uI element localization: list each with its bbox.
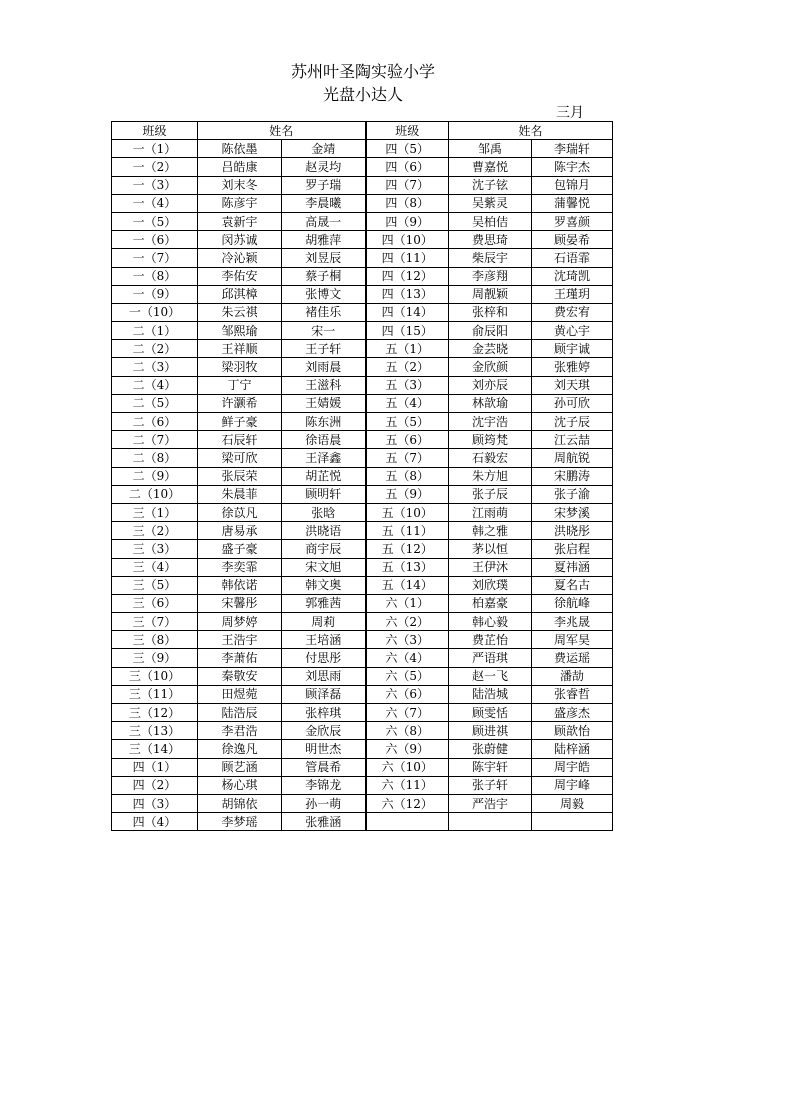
student-name-cell: 李佑安: [198, 267, 282, 285]
name-header: 姓名: [198, 122, 366, 140]
class-cell: 二（8）: [112, 449, 198, 467]
student-name-cell: 顾筠梵: [449, 431, 532, 449]
class-cell: 三（10）: [112, 667, 198, 685]
table-row: [112, 322, 613, 340]
student-name-cell: 陆浩辰: [198, 704, 282, 722]
table-row: [112, 558, 613, 576]
student-name-cell: 宋一: [282, 322, 366, 340]
student-name-cell: 周梦婷: [198, 613, 282, 631]
student-name-cell: 王婧媛: [282, 394, 366, 412]
table-row: [112, 231, 613, 249]
class-cell: 一（2）: [112, 158, 198, 176]
class-cell: 一（4）: [112, 194, 198, 212]
class-cell: 五（8）: [366, 467, 449, 485]
class-cell: 三（3）: [112, 540, 198, 558]
student-name-cell: 李萧佑: [198, 649, 282, 667]
student-name-cell: 刘雨晨: [282, 358, 366, 376]
student-name-cell: 张雅涵: [282, 813, 366, 831]
class-cell: 一（6）: [112, 231, 198, 249]
class-cell: 四（4）: [112, 813, 198, 831]
table-row: [112, 704, 613, 722]
student-name-cell: 盛子豪: [198, 540, 282, 558]
student-name-cell: 周宇皓: [532, 758, 613, 776]
student-name-cell: 宋梦溪: [532, 503, 613, 521]
class-cell: 三（7）: [112, 613, 198, 631]
class-cell: 五（5）: [366, 413, 449, 431]
student-name-cell: 张梓和: [449, 303, 532, 321]
class-cell: 五（2）: [366, 358, 449, 376]
student-name-cell: 朱云祺: [198, 303, 282, 321]
class-cell: 四（5）: [366, 140, 449, 158]
table-row: [112, 631, 613, 649]
table-row: [112, 194, 613, 212]
class-cell: 三（14）: [112, 740, 198, 758]
student-name-cell: 宋鹏涛: [532, 467, 613, 485]
class-cell: 五（1）: [366, 340, 449, 358]
student-name-cell: 费运瑶: [532, 649, 613, 667]
class-cell: 一（8）: [112, 267, 198, 285]
class-cell: 四（7）: [366, 176, 449, 194]
table-row: [112, 667, 613, 685]
student-name-cell: 沈子辰: [532, 413, 613, 431]
student-name-cell: 秦敬安: [198, 667, 282, 685]
student-name-cell: 石毅宏: [449, 449, 532, 467]
table-row: [112, 503, 613, 521]
student-name-cell: 王瑾玥: [532, 285, 613, 303]
student-name-cell: 朱晨菲: [198, 485, 282, 503]
student-name-cell: 张子辰: [449, 485, 532, 503]
class-cell: 三（12）: [112, 704, 198, 722]
student-name-cell: 韩文奥: [282, 576, 366, 594]
student-name-cell: 顾明轩: [282, 485, 366, 503]
student-name-cell: 杨心琪: [198, 776, 282, 794]
student-name-cell: 邹禹: [449, 140, 532, 158]
student-name-cell: 唐易承: [198, 522, 282, 540]
student-name-cell: 张启程: [532, 540, 613, 558]
student-name-cell: 张蔚健: [449, 740, 532, 758]
student-name-cell: 朱方旭: [449, 467, 532, 485]
class-cell: 四（6）: [366, 158, 449, 176]
table-row: [112, 394, 613, 412]
class-header: 班级: [366, 122, 449, 140]
student-name-cell: 张辰荣: [198, 467, 282, 485]
student-name-cell: 田煜菀: [198, 685, 282, 703]
student-name-cell: 江云喆: [532, 431, 613, 449]
student-name-cell: 顾进祺: [449, 722, 532, 740]
class-cell: 四（11）: [366, 249, 449, 267]
table-row: [112, 285, 613, 303]
student-name-cell: [449, 813, 532, 831]
student-name-cell: 丁宁: [198, 376, 282, 394]
student-name-cell: 褚佳乐: [282, 303, 366, 321]
student-name-cell: 胡芷悦: [282, 467, 366, 485]
student-name-cell: 孙一萌: [282, 794, 366, 812]
table-row: [112, 485, 613, 503]
student-name-cell: 顾雯恬: [449, 704, 532, 722]
table-header-row: [112, 122, 613, 140]
student-name-cell: 金欣颜: [449, 358, 532, 376]
student-name-cell: 石辰轩: [198, 431, 282, 449]
student-name-cell: 鲜子豪: [198, 413, 282, 431]
table-row: [112, 340, 613, 358]
class-cell: 五（10）: [366, 503, 449, 521]
class-cell: 六（3）: [366, 631, 449, 649]
student-name-cell: 严语琪: [449, 649, 532, 667]
class-cell: 五（3）: [366, 376, 449, 394]
student-name-cell: 邱淇樟: [198, 285, 282, 303]
class-cell: 五（9）: [366, 485, 449, 503]
class-cell: 三（13）: [112, 722, 198, 740]
student-name-cell: 吴柏佶: [449, 212, 532, 230]
student-name-cell: 费思琦: [449, 231, 532, 249]
table-row: [112, 540, 613, 558]
class-cell: 六（8）: [366, 722, 449, 740]
class-cell: 四（9）: [366, 212, 449, 230]
student-name-cell: 顾歆怡: [532, 722, 613, 740]
student-name-cell: 洪晓彤: [532, 522, 613, 540]
student-name-cell: 王培涵: [282, 631, 366, 649]
student-name-cell: 吴紫灵: [449, 194, 532, 212]
school-name: 苏州叶圣陶实验小学: [290, 62, 435, 81]
table-row: [112, 267, 613, 285]
student-name-cell: 王子轩: [282, 340, 366, 358]
class-cell: 五（4）: [366, 394, 449, 412]
table-row: [112, 522, 613, 540]
student-name-cell: 李君浩: [198, 722, 282, 740]
table-row: [112, 467, 613, 485]
table-row: [112, 776, 613, 794]
class-cell: 三（1）: [112, 503, 198, 521]
table-row: [112, 376, 613, 394]
student-name-cell: 沈宇浩: [449, 413, 532, 431]
class-cell: 三（11）: [112, 685, 198, 703]
student-name-cell: 陈东洲: [282, 413, 366, 431]
student-name-cell: 张子渝: [532, 485, 613, 503]
class-cell: 三（4）: [112, 558, 198, 576]
student-name-cell: 周军昊: [532, 631, 613, 649]
student-name-cell: 林歆瑜: [449, 394, 532, 412]
class-cell: 六（4）: [366, 649, 449, 667]
class-cell: 四（13）: [366, 285, 449, 303]
class-cell: 四（10）: [366, 231, 449, 249]
student-name-cell: 付思彤: [282, 649, 366, 667]
student-name-cell: 明世杰: [282, 740, 366, 758]
student-name-cell: 金芸晓: [449, 340, 532, 358]
table-row: [112, 249, 613, 267]
class-cell: 二（1）: [112, 322, 198, 340]
table-row: [112, 140, 613, 158]
class-cell: 三（9）: [112, 649, 198, 667]
student-name-cell: 王祥顺: [198, 340, 282, 358]
class-cell: 六（5）: [366, 667, 449, 685]
class-cell: 四（12）: [366, 267, 449, 285]
student-name-cell: 郭雅茜: [282, 594, 366, 612]
student-name-cell: 夏祎涵: [532, 558, 613, 576]
student-name-cell: 王浩宇: [198, 631, 282, 649]
student-name-cell: 李彦翔: [449, 267, 532, 285]
student-name-cell: 李锦龙: [282, 776, 366, 794]
student-name-cell: 顾泽磊: [282, 685, 366, 703]
student-name-cell: 刘昱辰: [282, 249, 366, 267]
class-cell: 六（10）: [366, 758, 449, 776]
table-row: [112, 813, 613, 831]
class-cell: 一（7）: [112, 249, 198, 267]
student-name-cell: 江雨萌: [449, 503, 532, 521]
student-name-cell: 严浩宇: [449, 794, 532, 812]
table-row: [112, 176, 613, 194]
class-cell: 五（11）: [366, 522, 449, 540]
student-name-cell: 赵灵均: [282, 158, 366, 176]
student-name-cell: 沈子铉: [449, 176, 532, 194]
class-cell: 六（1）: [366, 594, 449, 612]
page-title: 光盘小达人: [322, 85, 403, 104]
student-name-cell: 刘欣璞: [449, 576, 532, 594]
student-name-cell: 蒲馨悦: [532, 194, 613, 212]
student-name-cell: 陈宇轩: [449, 758, 532, 776]
student-name-cell: 陈宇杰: [532, 158, 613, 176]
student-name-cell: 蔡子桐: [282, 267, 366, 285]
class-cell: 六（2）: [366, 613, 449, 631]
student-name-cell: 徐逸凡: [198, 740, 282, 758]
table-row: [112, 431, 613, 449]
student-name-cell: 梁可欣: [198, 449, 282, 467]
class-cell: 一（1）: [112, 140, 198, 158]
student-name-cell: 夏名古: [532, 576, 613, 594]
class-cell: 五（6）: [366, 431, 449, 449]
student-name-cell: 陈彦宇: [198, 194, 282, 212]
student-name-cell: 韩心毅: [449, 613, 532, 631]
student-name-cell: 陆梓涵: [532, 740, 613, 758]
student-name-cell: 刘亦辰: [449, 376, 532, 394]
student-name-cell: 商宇辰: [282, 540, 366, 558]
student-name-cell: 周航锐: [532, 449, 613, 467]
table-row: [112, 740, 613, 758]
student-name-cell: 王伊沐: [449, 558, 532, 576]
class-cell: 二（7）: [112, 431, 198, 449]
table-row: [112, 649, 613, 667]
class-cell: 五（14）: [366, 576, 449, 594]
class-cell: 四（3）: [112, 794, 198, 812]
class-cell: [366, 813, 449, 831]
student-name-cell: 顾宇诚: [532, 340, 613, 358]
student-name-cell: 俞辰阳: [449, 322, 532, 340]
student-name-cell: 李梦瑶: [198, 813, 282, 831]
class-cell: 四（14）: [366, 303, 449, 321]
student-name-cell: 顾艺涵: [198, 758, 282, 776]
student-name-cell: 闵苏诚: [198, 231, 282, 249]
student-name-cell: 包锦月: [532, 176, 613, 194]
student-name-cell: 金靖: [282, 140, 366, 158]
table-body: [112, 140, 613, 831]
roster-table: [111, 121, 613, 831]
class-cell: 四（15）: [366, 322, 449, 340]
student-name-cell: 李奕霏: [198, 558, 282, 576]
class-cell: 三（8）: [112, 631, 198, 649]
class-cell: 六（9）: [366, 740, 449, 758]
table-row: [112, 358, 613, 376]
student-name-cell: 王泽鑫: [282, 449, 366, 467]
student-name-cell: 宋文旭: [282, 558, 366, 576]
table-row: [112, 685, 613, 703]
student-name-cell: 张睿哲: [532, 685, 613, 703]
class-cell: 五（12）: [366, 540, 449, 558]
table-row: [112, 413, 613, 431]
student-name-cell: 张雅婷: [532, 358, 613, 376]
class-cell: 六（6）: [366, 685, 449, 703]
student-name-cell: 曹嘉悦: [449, 158, 532, 176]
student-name-cell: 韩之雅: [449, 522, 532, 540]
class-cell: 五（7）: [366, 449, 449, 467]
class-cell: 三（5）: [112, 576, 198, 594]
student-name-cell: 徐航峰: [532, 594, 613, 612]
table-row: [112, 758, 613, 776]
student-name-cell: 胡锦依: [198, 794, 282, 812]
student-name-cell: 高晟一: [282, 212, 366, 230]
class-cell: 四（2）: [112, 776, 198, 794]
student-name-cell: 罗喜颜: [532, 212, 613, 230]
student-name-cell: 李兆晟: [532, 613, 613, 631]
student-name-cell: 李晨曦: [282, 194, 366, 212]
table-row: [112, 158, 613, 176]
student-name-cell: 周毅: [532, 794, 613, 812]
student-name-cell: 金欣辰: [282, 722, 366, 740]
student-name-cell: 石语霏: [532, 249, 613, 267]
student-name-cell: 顾晏希: [532, 231, 613, 249]
student-name-cell: 周莉: [282, 613, 366, 631]
table-row: [112, 594, 613, 612]
student-name-cell: 盛彦杰: [532, 704, 613, 722]
student-name-cell: 王滋科: [282, 376, 366, 394]
student-name-cell: 张梓琪: [282, 704, 366, 722]
student-name-cell: 刘末冬: [198, 176, 282, 194]
student-name-cell: [532, 813, 613, 831]
class-cell: 二（10）: [112, 485, 198, 503]
class-cell: 二（3）: [112, 358, 198, 376]
month-label: 三月: [556, 105, 584, 121]
student-name-cell: 陈依墨: [198, 140, 282, 158]
student-name-cell: 潘劼: [532, 667, 613, 685]
student-name-cell: 赵一飞: [449, 667, 532, 685]
class-cell: 一（10）: [112, 303, 198, 321]
table-row: [112, 449, 613, 467]
class-cell: 四（8）: [366, 194, 449, 212]
table-row: [112, 722, 613, 740]
student-name-cell: 费芷怡: [449, 631, 532, 649]
student-name-cell: 吕皓康: [198, 158, 282, 176]
table-row: [112, 576, 613, 594]
student-name-cell: 刘天琪: [532, 376, 613, 394]
class-cell: 一（9）: [112, 285, 198, 303]
class-cell: 二（6）: [112, 413, 198, 431]
name-header: 姓名: [449, 122, 613, 140]
class-cell: 三（6）: [112, 594, 198, 612]
table-row: [112, 794, 613, 812]
class-cell: 六（7）: [366, 704, 449, 722]
student-name-cell: 茅以恒: [449, 540, 532, 558]
class-cell: 一（5）: [112, 212, 198, 230]
student-name-cell: 胡雅萍: [282, 231, 366, 249]
student-name-cell: 周靓颖: [449, 285, 532, 303]
student-name-cell: 黄心宇: [532, 322, 613, 340]
class-cell: 六（12）: [366, 794, 449, 812]
class-header: 班级: [112, 122, 198, 140]
table-row: [112, 303, 613, 321]
student-name-cell: 宋馨彤: [198, 594, 282, 612]
student-name-cell: 陆浩城: [449, 685, 532, 703]
student-name-cell: 张博文: [282, 285, 366, 303]
student-name-cell: 韩依诺: [198, 576, 282, 594]
student-name-cell: 梁羽牧: [198, 358, 282, 376]
class-cell: 二（4）: [112, 376, 198, 394]
table-row: [112, 212, 613, 230]
student-name-cell: 周宇峰: [532, 776, 613, 794]
class-cell: 二（9）: [112, 467, 198, 485]
student-name-cell: 张子轩: [449, 776, 532, 794]
student-name-cell: 沈琦凯: [532, 267, 613, 285]
table-row: [112, 613, 613, 631]
class-cell: 五（13）: [366, 558, 449, 576]
student-name-cell: 徐苡凡: [198, 503, 282, 521]
student-name-cell: 冷沁颖: [198, 249, 282, 267]
student-name-cell: 罗子瑞: [282, 176, 366, 194]
class-cell: 三（2）: [112, 522, 198, 540]
class-cell: 六（11）: [366, 776, 449, 794]
class-cell: 四（1）: [112, 758, 198, 776]
student-name-cell: 刘思雨: [282, 667, 366, 685]
student-name-cell: 袁新宇: [198, 212, 282, 230]
student-name-cell: 柏嘉豪: [449, 594, 532, 612]
student-name-cell: 孙可欣: [532, 394, 613, 412]
student-name-cell: 管晨希: [282, 758, 366, 776]
student-name-cell: 邹熙瑜: [198, 322, 282, 340]
student-name-cell: 费宏宥: [532, 303, 613, 321]
class-cell: 二（2）: [112, 340, 198, 358]
student-name-cell: 李瑞轩: [532, 140, 613, 158]
student-name-cell: 许灏希: [198, 394, 282, 412]
student-name-cell: 徐语晨: [282, 431, 366, 449]
student-name-cell: 洪晓语: [282, 522, 366, 540]
student-name-cell: 柴辰宇: [449, 249, 532, 267]
class-cell: 一（3）: [112, 176, 198, 194]
class-cell: 二（5）: [112, 394, 198, 412]
student-name-cell: 张晗: [282, 503, 366, 521]
